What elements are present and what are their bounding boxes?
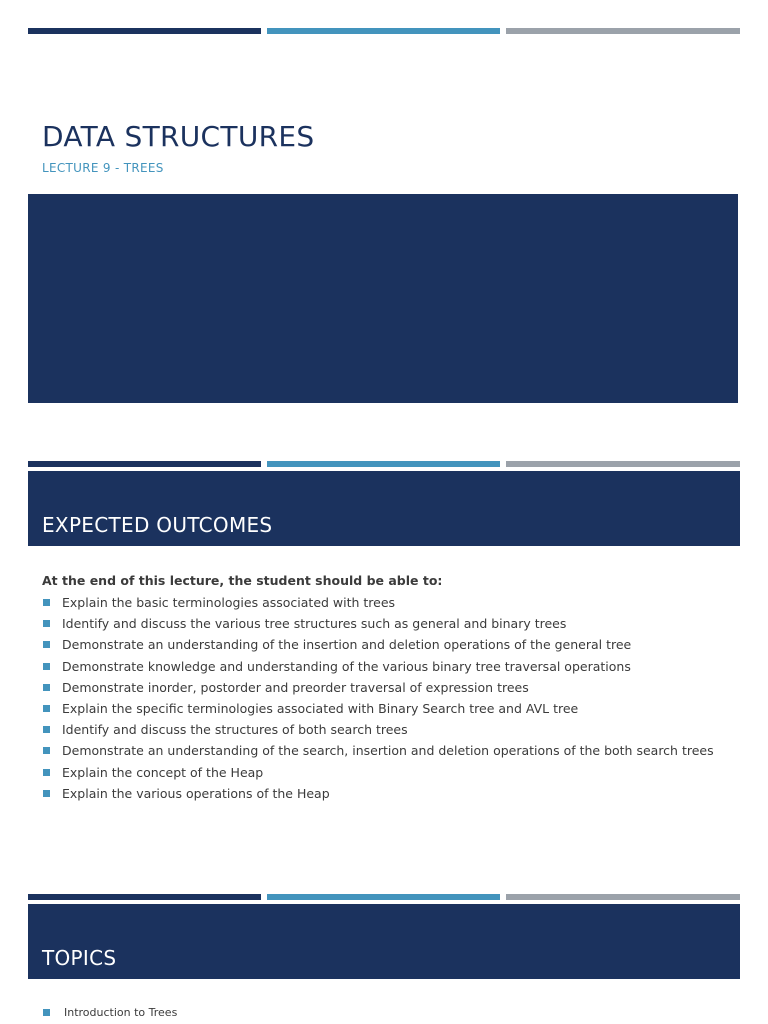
list-item-text: Demonstrate knowledge and understanding of the various binary tree traversal operations: [62, 658, 631, 674]
heading-banner: [28, 904, 740, 979]
title-banner: [28, 194, 738, 403]
accent-bars: [28, 894, 740, 900]
list-item-text: Introduction to Trees: [64, 1006, 178, 1019]
list-item: [42, 592, 714, 613]
outcomes-list: [42, 592, 714, 804]
outcomes-intro: At the end of this lecture, the student should be able to:: [42, 573, 443, 588]
square-bullet-icon: [43, 726, 50, 733]
list-item: [42, 740, 714, 761]
list-item-text: Explain the specific terminologies associated with Binary Search tree and AVL tree: [62, 700, 579, 716]
accent-bar-blue: [267, 894, 500, 900]
accent-bar-gray: [506, 894, 740, 900]
list-item: [42, 677, 714, 698]
square-bullet-icon: [43, 1009, 50, 1016]
list-item: [42, 783, 714, 804]
square-bullet-icon: [43, 790, 50, 797]
list-item-text: Demonstrate an understanding of the insertion and deletion operations of the general tree: [62, 637, 632, 653]
accent-bar-blue: [267, 461, 500, 467]
square-bullet-icon: [43, 620, 50, 627]
topics-list: [42, 1003, 177, 1023]
list-item-text: Identify and discuss the structures of both search trees: [62, 722, 408, 738]
accent-bars: [28, 28, 740, 34]
slide-title-heading: DATA STRUCTURES: [42, 120, 315, 153]
list-item: [42, 613, 714, 634]
list-item: [42, 656, 714, 677]
list-item: [42, 634, 714, 655]
accent-bar-navy: [28, 28, 261, 34]
topics-heading: TOPICS: [42, 946, 117, 970]
accent-bar-gray: [506, 461, 740, 467]
square-bullet-icon: [43, 747, 50, 754]
accent-bars: [28, 461, 740, 467]
square-bullet-icon: [43, 705, 50, 712]
accent-bar-blue: [267, 28, 500, 34]
list-item: [42, 762, 714, 783]
square-bullet-icon: [43, 599, 50, 606]
list-item-text: Explain the various operations of the Heap: [62, 785, 330, 801]
accent-bar-navy: [28, 894, 261, 900]
list-item-text: Explain the basic terminologies associated with trees: [62, 595, 396, 610]
list-item: [42, 719, 714, 740]
list-item-text: Demonstrate inorder, postorder and preorder traversal of expression trees: [62, 679, 529, 695]
list-item-text: Explain the concept of the Heap: [62, 764, 264, 780]
square-bullet-icon: [43, 684, 50, 691]
list-item: [42, 1003, 177, 1023]
outcomes-heading: EXPECTED OUTCOMES: [42, 513, 273, 537]
list-item-text: Demonstrate an understanding of the search, insertion and deletion operations of the both search trees: [62, 743, 714, 759]
square-bullet-icon: [43, 769, 50, 776]
list-item-text: Identify and discuss the various tree structures such as general and binary trees: [62, 616, 567, 632]
list-item: [42, 698, 714, 719]
square-bullet-icon: [43, 663, 50, 670]
accent-bar-gray: [506, 28, 740, 34]
square-bullet-icon: [43, 641, 50, 648]
slide-subtitle: LECTURE 9 - TREES: [42, 161, 164, 175]
accent-bar-navy: [28, 461, 261, 467]
